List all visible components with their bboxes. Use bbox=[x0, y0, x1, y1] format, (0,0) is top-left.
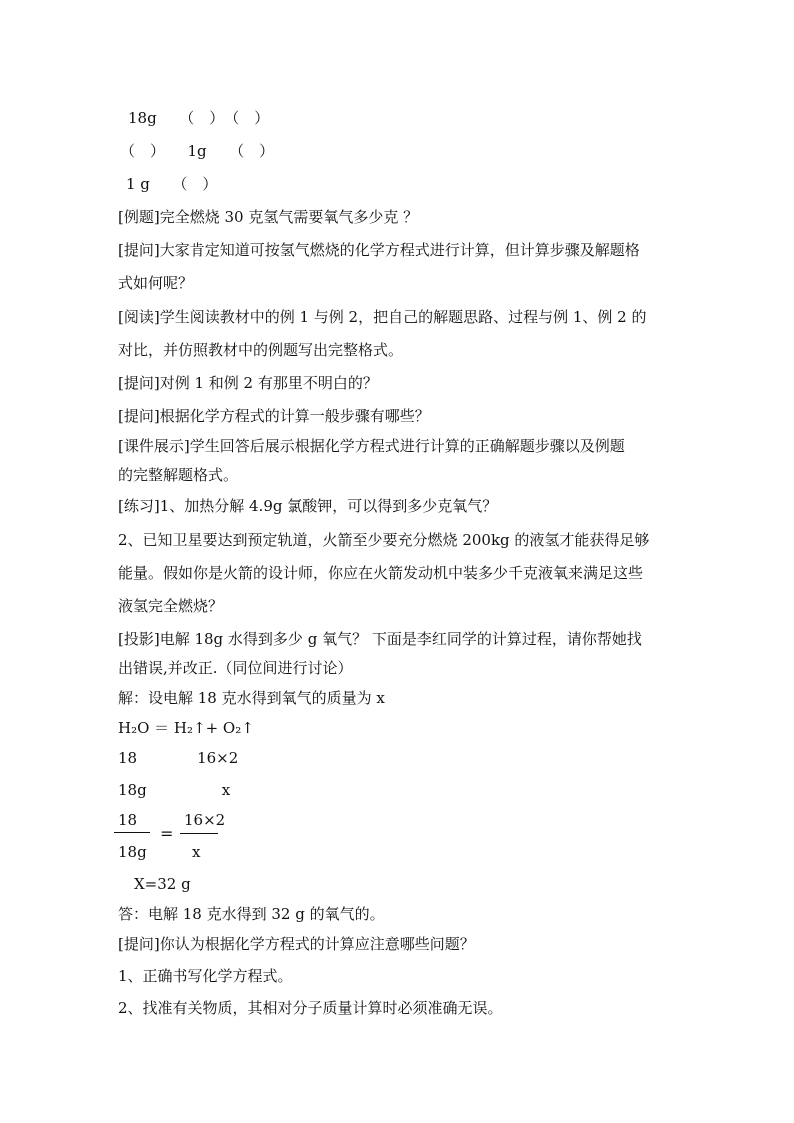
blank-row-1: 18g （ ） （ ） bbox=[128, 109, 270, 127]
question-2: [提问]对例 1 和例 2 有那里不明白的？ bbox=[118, 374, 378, 392]
exercise-2-line-3: 液氢完全燃烧？ bbox=[118, 597, 224, 615]
fraction-left-numerator: 18 bbox=[118, 811, 138, 829]
fraction-right-denominator: x bbox=[192, 843, 201, 861]
question-1-line-2: 式如何呢？ bbox=[118, 274, 194, 292]
fraction-right-bar bbox=[180, 833, 218, 834]
exercise-2-line-2: 能量。假如你是火箭的设计师，你应在火箭发动机中装多少千克液氧来满足这些 bbox=[118, 564, 644, 582]
projection-line-2: 出错误,并改正.（同位间进行讨论） bbox=[118, 659, 353, 677]
exercise-2-line-1: 2、已知卫星要达到预定轨道，火箭至少要充分燃烧 200kg 的液氢才能获得足够 bbox=[118, 531, 650, 549]
fraction-right-numerator: 16×2 bbox=[184, 811, 226, 829]
chemical-equation: H₂O ＝ H₂↑+ O₂↑ bbox=[118, 719, 254, 737]
answer-line: 答：电解 18 克水得到 32 g 的氧气的。 bbox=[118, 905, 385, 923]
note-1: 1、正确书写化学方程式。 bbox=[118, 967, 293, 985]
given-mass-row: 18g x bbox=[118, 781, 231, 799]
courseware-line-2: 的完整解题格式。 bbox=[118, 466, 239, 484]
blank-row-3: 1 g （ ） bbox=[126, 175, 218, 193]
question-4: [提问]你认为根据化学方程式的计算应注意哪些问题？ bbox=[118, 935, 475, 953]
note-2: 2、找准有关物质，其相对分子质量计算时必须准确无误。 bbox=[118, 999, 503, 1017]
projection-line-1: [投影]电解 18g 水得到多少 g 氧气？ 下面是李红同学的计算过程，请你帮她找 bbox=[118, 630, 642, 648]
question-1-line-1: [提问]大家肯定知道可按氢气燃烧的化学方程式进行计算，但计算步骤及解题格 bbox=[118, 241, 640, 259]
exercise-1: [练习]1、加热分解 4.9g 氯酸钾，可以得到多少克氧气？ bbox=[118, 497, 498, 515]
solution-setup: 解：设电解 18 克水得到氧气的质量为 x bbox=[118, 689, 385, 707]
reading-line-2: 对比，并仿照教材中的例题写出完整格式。 bbox=[118, 341, 404, 359]
fraction-equals-sign: = bbox=[160, 824, 174, 843]
molar-mass-row: 18 16×2 bbox=[118, 749, 239, 767]
fraction-left-denominator: 18g bbox=[118, 843, 147, 861]
fraction-left-bar bbox=[114, 832, 150, 833]
example-question: [例题]完全燃烧 30 克氢气需要氧气多少克 ？ bbox=[118, 208, 419, 226]
courseware-line-1: [课件展示]学生回答后展示根据化学方程式进行计算的正确解题步骤以及例题 bbox=[118, 437, 625, 455]
result-value: X=32 g bbox=[134, 875, 191, 893]
blank-row-2: （ ） 1g （ ） bbox=[120, 142, 275, 160]
reading-line-1: [阅读]学生阅读教材中的例 1 与例 2，把自己的解题思路、过程与例 1、例 2 的 bbox=[118, 308, 647, 326]
question-3: [提问]根据化学方程式的计算一般步骤有哪些？ bbox=[118, 407, 430, 425]
